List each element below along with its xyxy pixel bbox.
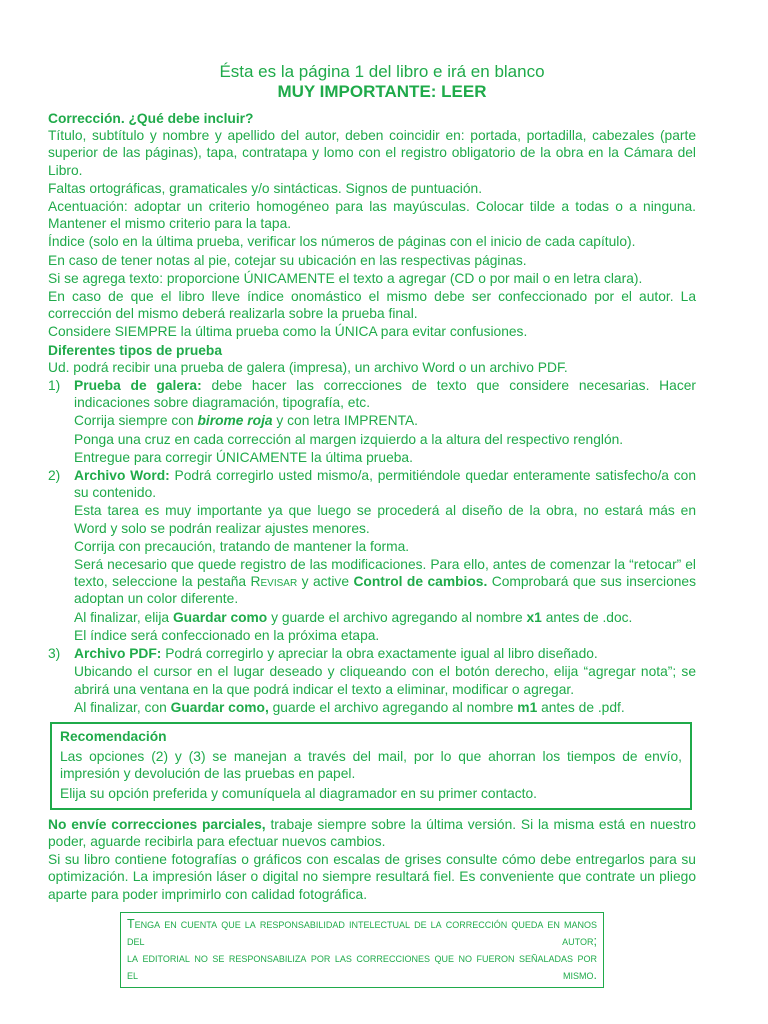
list-number: 2) bbox=[48, 468, 61, 484]
list-paragraph: Corrija con precaución, tratando de mantener la forma. bbox=[74, 538, 410, 554]
list-paragraph: Ponga una cruz en cada corrección al margen izquierdo a la altura del respectivo renglón. bbox=[74, 431, 624, 447]
list-item-pdf bbox=[48, 645, 696, 717]
list-item-body bbox=[74, 645, 696, 717]
page-title: Ésta es la página 1 del libro e irá en blanco bbox=[219, 62, 545, 81]
emphasis-text: x1 bbox=[526, 609, 542, 625]
list-paragraph: Archivo PDF: Podrá corregirlo y apreciar la obra exactamente igual al libro diseñado. bbox=[74, 646, 598, 662]
section-heading-correccion: Corrección. ¿Qué debe incluir? bbox=[48, 111, 254, 126]
paragraph: Elija su opción preferida y comuníquela al diagramador en su primer contacto. bbox=[60, 785, 538, 801]
list-paragraph: Entregue para corregir ÚNICAMENTE la última prueba. bbox=[74, 449, 413, 465]
recommendation-box bbox=[50, 722, 692, 810]
paragraph: Faltas ortográficas, gramaticales y/o sintácticas. Signos de puntuación. bbox=[48, 180, 483, 196]
list-item-body bbox=[74, 467, 696, 645]
list-paragraph: Archivo Word: Podrá corregirlo usted mismo/a, permitiéndole quedar enteramente satisfecho/a con su contenido. bbox=[74, 468, 696, 501]
paragraph: No envíe correcciones parciales, trabaje siempre sobre la última versión. Si la misma está en nuestro poder, aguarde recibirla para efectuar nuevos cambios. bbox=[48, 816, 696, 849]
list-item-title: Prueba de galera: bbox=[74, 378, 202, 394]
paragraph: Índice (solo en la última prueba, verificar los números de páginas con el inicio de cada capítulo). bbox=[48, 234, 636, 250]
section-heading-tipos: Diferentes tipos de prueba bbox=[48, 342, 223, 358]
paragraph: Las opciones (2) y (3) se manejan a través del mail, por lo que ahorran los tiempos de envío, impresión y devolución de las pruebas en papel. bbox=[60, 749, 682, 782]
section-final bbox=[48, 816, 696, 903]
notice-line: la editorial no se responsabiliza por las correcciones que no fueron señaladas por el mismo. bbox=[127, 950, 597, 982]
paragraph: Título, subtítulo y nombre y apellido del autor, deben coincidir en: portada, portadilla, cabezales (parte superior de las páginas), tapa, contratapa y lomo con el registro obligatorio de la obra en la Cámara del Libro. bbox=[48, 128, 696, 178]
notice-line: Tenga en cuenta que la responsabilidad intelectual de la corrección queda en manos del autor; bbox=[127, 916, 597, 948]
responsibility-notice bbox=[120, 912, 604, 988]
list-item-body bbox=[74, 377, 696, 467]
paragraph: En caso de que el libro lleve índice onomástico el mismo debe ser confeccionado por el autor. La corrección del mismo deberá realizarla sobre la prueba final. bbox=[48, 289, 696, 322]
emphasis-text: m1 bbox=[517, 699, 538, 715]
proof-type-list bbox=[48, 377, 696, 717]
list-paragraph: Al finalizar, elija Guardar como y guarde el archivo agregando al nombre x1 antes de .doc. bbox=[74, 609, 633, 625]
list-paragraph: Será necesario que quede registro de las modificaciones. Para ello, antes de comenzar la “retocar” el texto, seleccione la pestaña Revisar y active Control de cambios. Comprobará que sus inserciones adoptan un color diferente. bbox=[74, 557, 697, 607]
list-paragraph: Corrija siempre con birome roja y con letra IMPRENTA. bbox=[74, 413, 419, 429]
emphasis-text: birome roja bbox=[197, 413, 273, 429]
list-paragraph: Ubicando el cursor en el lugar deseado y cliqueando con el botón derecho, elija “agregar nota”; se abrirá una ventana en la que podrá indicar el texto a eliminar, modificar o agregar. bbox=[74, 664, 696, 697]
section-tipos bbox=[48, 342, 696, 717]
list-paragraph: Al finalizar, con Guardar como, guarde el archivo agregando al nombre m1 antes de .pdf. bbox=[74, 699, 625, 715]
emphasis-text: No envíe correcciones parciales, bbox=[48, 816, 266, 832]
section-correccion bbox=[48, 110, 696, 341]
list-paragraph: Prueba de galera: debe hacer las correcciones de texto que considere necesarias. Hacer indicaciones sobre diagramación, tipografía, etc. bbox=[74, 378, 696, 411]
page-subtitle: MUY IMPORTANTE: LEER bbox=[277, 82, 487, 101]
paragraph: Si se agrega texto: proporcione ÚNICAMENTE el texto a agregar (CD o por mail o en letra clara). bbox=[48, 270, 643, 286]
list-item-word bbox=[48, 467, 696, 645]
emphasis-text: Guardar como bbox=[172, 609, 268, 625]
recommendation-heading: Recomendación bbox=[60, 728, 167, 744]
paragraph: Acentuación: adoptar un criterio homogéneo para las mayúsculas. Colocar tilde a todas o a ninguna. Mantener el mismo criterio para la tapa. bbox=[48, 199, 696, 232]
list-paragraph: El índice será confeccionado en la próxima etapa. bbox=[74, 627, 380, 643]
list-number: 1) bbox=[48, 378, 61, 394]
list-item-title: Archivo Word: bbox=[74, 468, 170, 484]
tab-name-revisar: Revisar bbox=[250, 574, 298, 590]
paragraph: Si su libro contiene fotografías o gráficos con escalas de grises consulte cómo debe entregarlos para su optimización. La impresión láser o digital no siempre resultará fiel. Es conveniente que contrate un pliego aparte para poder imprimirlo con calidad fotográfica. bbox=[48, 852, 696, 902]
emphasis-text: Control de cambios. bbox=[353, 574, 488, 590]
list-item-title: Archivo PDF: bbox=[74, 646, 162, 662]
paragraph: Considere SIEMPRE la última prueba como la ÚNICA para evitar confusiones. bbox=[48, 324, 528, 340]
emphasis-text: Guardar como, bbox=[170, 699, 269, 715]
list-number: 3) bbox=[48, 646, 61, 662]
paragraph-intro: Ud. podrá recibir una prueba de galera (impresa), un archivo Word o un archivo PDF. bbox=[48, 359, 568, 375]
list-item-galera bbox=[48, 377, 696, 467]
list-paragraph: Esta tarea es muy importante ya que luego se procederá al diseño de la obra, no estará más en Word y solo se podrán realizar ajustes menores. bbox=[74, 503, 696, 536]
paragraph: En caso de tener notas al pie, cotejar su ubicación en las respectivas páginas. bbox=[48, 252, 527, 268]
